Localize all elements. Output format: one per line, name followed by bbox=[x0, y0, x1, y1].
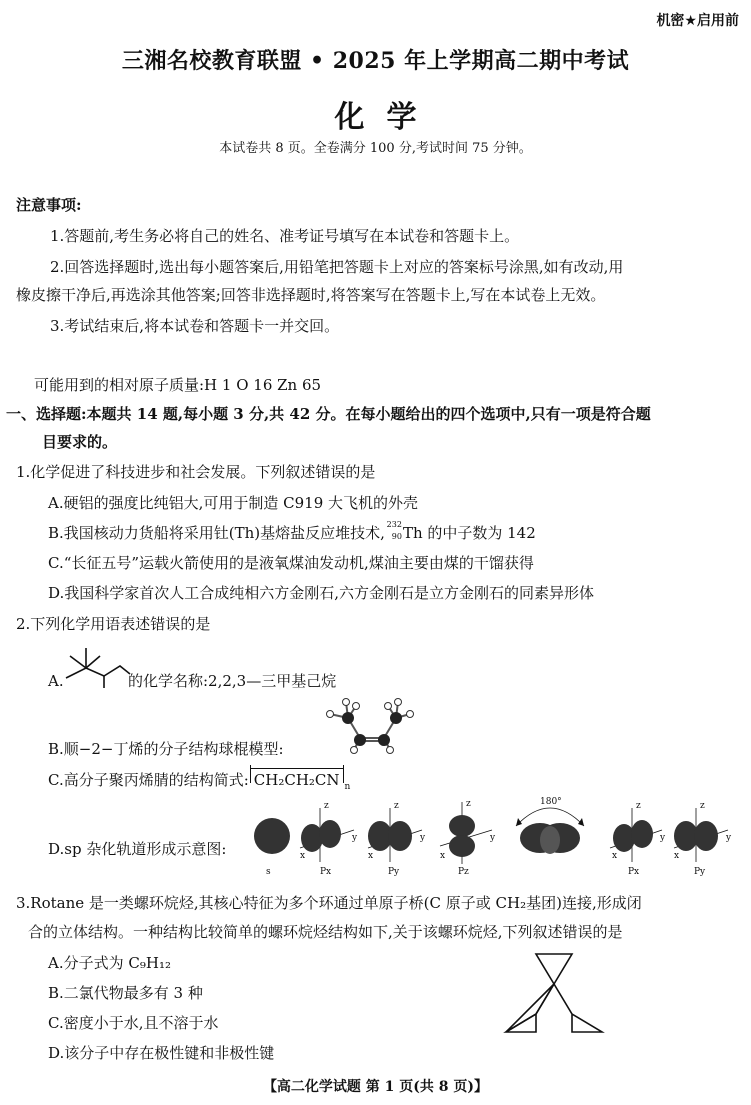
label-py-1: Py bbox=[388, 867, 400, 877]
py-orbital-2 bbox=[674, 801, 732, 862]
q3-stem-line1: 3.Rotane 是一类螺环烷烃,其核心特征为多个环通过单原子桥(C 原子或 CH₂基团)连接,形成闭 bbox=[16, 894, 642, 912]
svg-text:x: x bbox=[368, 851, 374, 861]
q1-option-b bbox=[48, 522, 536, 544]
q1-option-d: D.我国科学家首次人工合成纯相六方金刚石,六方金刚石是立方金刚石的同素异形体 bbox=[48, 584, 595, 602]
label-s: s bbox=[266, 867, 271, 877]
px-orbital bbox=[300, 801, 358, 862]
mass-number: 232 bbox=[386, 520, 402, 529]
notice-item-2-line2: 橡皮擦干净后,再选涂其他答案;回答非选择题时,将答案写在答题卡上,写在本试卷上无效。 bbox=[16, 286, 606, 304]
sp-hybrid-orbital-diagram bbox=[250, 796, 740, 876]
svg-text:x: x bbox=[440, 851, 446, 861]
svg-text:y: y bbox=[490, 833, 496, 843]
confidential-mark: 机密★启用前 bbox=[656, 13, 739, 29]
s-orbital bbox=[254, 818, 290, 854]
exam-info: 本试卷共 8 页。全卷满分 100 分,考试时间 75 分钟。 bbox=[219, 141, 532, 156]
section-1-heading-line1: 一、选择题:本题共 14 题,每小题 3 分,共 42 分。在每小题给出的四个选项中,只有一项是符合题 bbox=[6, 405, 651, 423]
ball-and-stick-model bbox=[318, 696, 418, 752]
svg-text:x: x bbox=[674, 851, 680, 861]
notice-item-1: 1.答题前,考生务必将自己的姓名、准考证号填写在本试卷和答题卡上。 bbox=[50, 227, 520, 245]
label-px-1: Px bbox=[320, 867, 332, 877]
svg-text:y: y bbox=[660, 833, 666, 843]
svg-text:y: y bbox=[352, 833, 358, 843]
notice-heading: 注意事项: bbox=[16, 196, 82, 214]
svg-text:y: y bbox=[726, 833, 732, 843]
angle-label: 180° bbox=[540, 797, 562, 807]
q1-option-a: A.硬铝的强度比纯铝大,可用于制造 C919 大飞机的外壳 bbox=[48, 494, 419, 512]
q1-option-b-tail: Th 的中子数为 142 bbox=[402, 524, 536, 542]
q2-option-a-text: 的化学名称:2,2,3—三甲基己烷 bbox=[128, 672, 337, 690]
q2-option-a-prefix: A. bbox=[48, 672, 64, 690]
svg-text:x: x bbox=[300, 851, 306, 861]
atomic-mass-line: 可能用到的相对原子质量:H 1 O 16 Zn 65 bbox=[34, 376, 322, 394]
svg-text:z: z bbox=[394, 801, 399, 811]
label-px-2: Px bbox=[628, 867, 640, 877]
page-footer: 【高二化学试题 第 1 页(共 8 页)】 bbox=[262, 1079, 489, 1095]
skeletal-formula-diagram bbox=[64, 640, 132, 690]
polymer-subscript-n: n bbox=[344, 782, 351, 792]
polymer-bracket bbox=[251, 768, 343, 791]
svg-text:y: y bbox=[420, 833, 426, 843]
svg-text:x: x bbox=[612, 851, 618, 861]
q3-option-d: D.该分子中存在极性键和非极性键 bbox=[48, 1044, 275, 1062]
q2-option-b: B.顺−2−丁烯的分子结构球棍模型: bbox=[48, 740, 284, 758]
px-orbital-2 bbox=[610, 801, 666, 862]
q3-option-b: B.二氯代物最多有 3 种 bbox=[48, 984, 203, 1002]
label-pz: Pz bbox=[458, 867, 469, 877]
notice-item-2-line1: 2.回答选择题时,选出每小题答案后,用铅笔把答题卡上对应的答案标号涂黑,如有改动,用 bbox=[50, 258, 624, 276]
py-orbital bbox=[368, 801, 426, 862]
svg-text:z: z bbox=[700, 801, 705, 811]
q3-stem-line2: 合的立体结构。一种结构比较简单的螺环烷烃结构如下,关于该螺环烷烃,下列叙述错误的是 bbox=[28, 923, 623, 941]
q1-stem: 1.化学促进了科技进步和社会发展。下列叙述错误的是 bbox=[16, 463, 376, 481]
polymer-formula: CH₂CH₂CN bbox=[253, 771, 340, 789]
notice-item-3: 3.考试结束后,将本试卷和答题卡一并交回。 bbox=[50, 317, 340, 335]
q2-stem: 2.下列化学用语表述错误的是 bbox=[16, 615, 211, 633]
pz-orbital bbox=[440, 799, 496, 864]
q3-option-a: A.分子式为 C₉H₁₂ bbox=[48, 954, 171, 972]
q2-option-c bbox=[48, 768, 350, 798]
rotane-structure-diagram bbox=[504, 952, 604, 1036]
atomic-number: 90 bbox=[391, 532, 402, 541]
q1-option-b-text: B.我国核动力货船将采用钍(Th)基熔盐反应堆技术, bbox=[48, 524, 385, 542]
q2-option-d: D.sp 杂化轨道形成示意图: bbox=[48, 840, 227, 858]
svg-text:z: z bbox=[324, 801, 329, 811]
svg-text:z: z bbox=[466, 799, 471, 809]
exam-title: 三湘名校教育联盟 • 2025 年上学期高二期中考试 bbox=[121, 48, 630, 74]
sp-hybrid-orbital bbox=[516, 797, 584, 854]
q2-option-c-text: C.高分子聚丙烯腈的结构简式: bbox=[48, 771, 249, 789]
label-py-2: Py bbox=[694, 867, 706, 877]
q1-option-c: C.“长征五号”运载火箭使用的是液氧煤油发动机,煤油主要由煤的干馏获得 bbox=[48, 554, 534, 572]
section-1-heading-line2: 目要求的。 bbox=[42, 433, 118, 451]
svg-text:z: z bbox=[636, 801, 641, 811]
subject-title: 化学 bbox=[334, 100, 439, 135]
q3-option-c: C.密度小于水,且不溶于水 bbox=[48, 1014, 219, 1032]
nuclide-notation bbox=[385, 522, 403, 544]
